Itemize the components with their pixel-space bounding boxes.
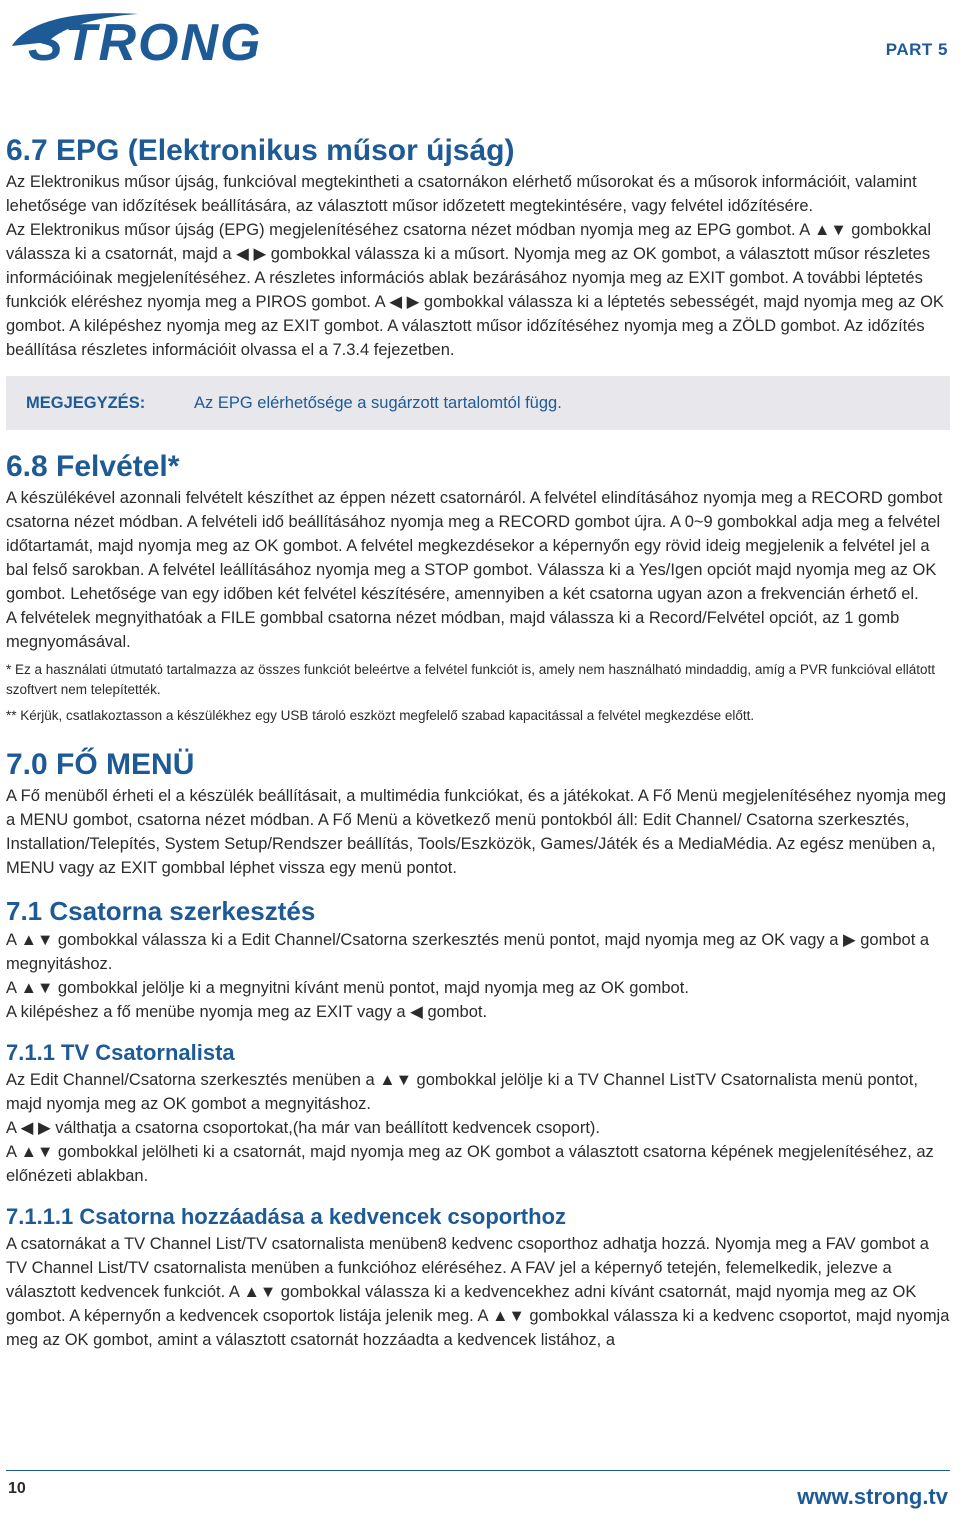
strong-logo	[8, 6, 318, 68]
channel-edit-paragraph-2: A ▲▼ gombokkal jelölje ki a megnyitni kívánt menü pontot, majd nyomja meg az OK gombot.	[6, 979, 689, 997]
epg-paragraph-1: Az Elektronikus műsor újság, funkcióval megtekintheti a csatornákon elérhető műsorokat és a műsorok információit, valamint lehetősége van időzítések beállítására, az választott műsor időzetett megtekintésére, vagy felvétel időzítésére.	[6, 173, 917, 215]
section-title-tv-list: 7.1.1 TV Csatornalista	[6, 1040, 235, 1065]
channel-edit-paragraph-3: A kilépéshez a fő menübe nyomja meg az EXIT vagy a ◀ gombot.	[6, 1003, 488, 1021]
channel-edit-paragraph-1: A ▲▼ gombokkal válassza ki a Edit Channel/Csatorna szerkesztés menü pontot, majd nyomja meg az OK vagy a ▶ gombot a megnyitáshoz.	[6, 931, 930, 973]
page-number: 10	[8, 1480, 26, 1497]
tv-list-paragraph-3: A ▲▼ gombokkal jelölheti ki a csatornát, majd nyomja meg az OK gombot a választott csatorna képének megjelenítéséhez, az előnézeti ablakban.	[6, 1143, 934, 1185]
section-title-main-menu: 7.0 FŐ MENÜ	[6, 748, 195, 781]
tv-list-paragraph-1: Az Edit Channel/Csatorna szerkesztés menüben a ▲▼ gombokkal jelölje ki a TV Channel ListTV Csatornalista menü pontot, majd nyomja meg az OK gombot a megnyitáshoz.	[6, 1071, 918, 1113]
section-title-favorites: 7.1.1.1 Csatorna hozzáadása a kedvencek csoporthoz	[6, 1204, 567, 1229]
website-link[interactable]: www.strong.tv	[797, 1484, 948, 1509]
note-text: Az EPG elérhetősége a sugárzott tartalomtól függ.	[194, 393, 562, 412]
page-content	[6, 132, 950, 1352]
section-title-channel-edit: 7.1 Csatorna szerkesztés	[6, 896, 316, 926]
epg-paragraph-2: Az Elektronikus műsor újság (EPG) megjelenítéséhez csatorna nézet módban nyomja meg az EPG gombot. A ▲▼ gombokkal válassza ki a csatornát, majd a ◀ ▶ gombokkal válassza ki a műsort. Nyomja meg az OK gombot, a választott műsor részletes információinak megjelenítéséhez. A részletes információs ablak bezárásához nyomja meg az EXIT gombot. A további léptetés funkciók eléréshez nyomja meg a PIROS gombot. A ◀ ▶ gombokkal válassza ki a léptetés sebességét, majd nyomja meg az OK gombot. A kilépéshez nyomja meg az EXIT gombot. A választott műsor időzítéséhez nyomja meg a ZÖLD gombot. Az időzítés beállítása részletes információit olvassa el a 7.3.4 fejezetben.	[6, 221, 944, 359]
section-title-epg: 6.7 EPG (Elektronikus műsor újság)	[6, 134, 515, 167]
footnote-2: ** Kérjük, csatlakoztasson a készülékhez egy USB tároló eszközt megfelelő szabad kapacitással a felvétel megkezdése előtt.	[6, 708, 755, 723]
record-paragraph-1: A készülékével azonnali felvételt készíthet az éppen nézett csatornáról. A felvétel elindításához nyomja meg a RECORD gombot csatorna nézet módban. A felvételi idő beállításához nyomja meg a RECORD gombot újra. A 0~9 gombokkal adja meg a felvétel időtartamát, majd nyomja meg az OK gombot. A felvétel megkezdésekor a képernyőn egy rövid ideig megjelenik a felvétel jel a bal felső sarokban. A felvétel leállításához nyomja meg a STOP gombot. Válassza ki a Yes/Igen opciót majd nyomja meg az OK gombot. Lehetősége van egy időben két felvétel készítésére, amennyiben a két csatorna ugyan azon a frekvencián érhető el.	[6, 489, 943, 603]
footer-divider	[6, 1470, 950, 1471]
section-title-record: 6.8 Felvétel*	[6, 450, 180, 483]
menu-paragraph-1: A Fő menüből érheti el a készülék beállításait, a multimédia funkciókat, és a játékokat. A Fő Menü megjelenítéséhez nyomja meg a MENU gombot, csatorna nézet módban. A Fő Menü a következő menü pontokból áll: Edit Channel/ Csatorna szerkesztés, Installation/Telepítés, System Setup/Rendszer beállítás, Tools/Eszközök, Games/Játék és a MediaMédia. Az egész menüben a, MENU vagy az EXIT gombbal léphet vissza egy menü pontot.	[6, 787, 947, 877]
footnote-1: * Ez a használati útmutató tartalmazza az összes funkciót beleértve a felvétel funkciót is, amely nem használható mindaddig, amíg a PVR funkcióval ellátott szoftvert nem telepítették.	[6, 662, 935, 697]
note-box	[6, 376, 950, 430]
record-paragraph-2: A felvételek megnyithatóak a FILE gombbal csatorna nézet módban, majd válassza ki a Record/Felvétel opciót, az 1 gomb megnyomásával.	[6, 609, 900, 651]
note-label: MEGJEGYZÉS:	[26, 393, 146, 412]
svg-text:STRONG: STRONG	[28, 14, 263, 68]
part-label: PART 5	[885, 40, 948, 59]
favorites-paragraph-1: A csatornákat a TV Channel List/TV csatornalista menüben8 kedvenc csoporthoz adhatja hozzá. Nyomja meg a FAV gombot a TV Channel List/TV csatornalista menüben a funkcióhoz eléréséhez. A FAV jel a képernyő tetején, felemelkedik, jelezve a választott kedvencek funkciót. A ▲▼ gombokkal válassza ki a kedvencekhez adni kívánt csatornát, majd nyomja meg az OK gombot. A képernyőn a kedvencek csoportok listája jelenik meg. A ▲▼ gombokkal válassza ki a kedvenc csoportot, majd nyomja meg az OK gombot, amint a választott csatornát hozzáadta a kedvencek listához, a	[6, 1235, 950, 1349]
tv-list-paragraph-2: A ◀ ▶ válthatja a csatorna csoportokat,(ha már van beállított kedvencek csoport).	[6, 1119, 601, 1137]
